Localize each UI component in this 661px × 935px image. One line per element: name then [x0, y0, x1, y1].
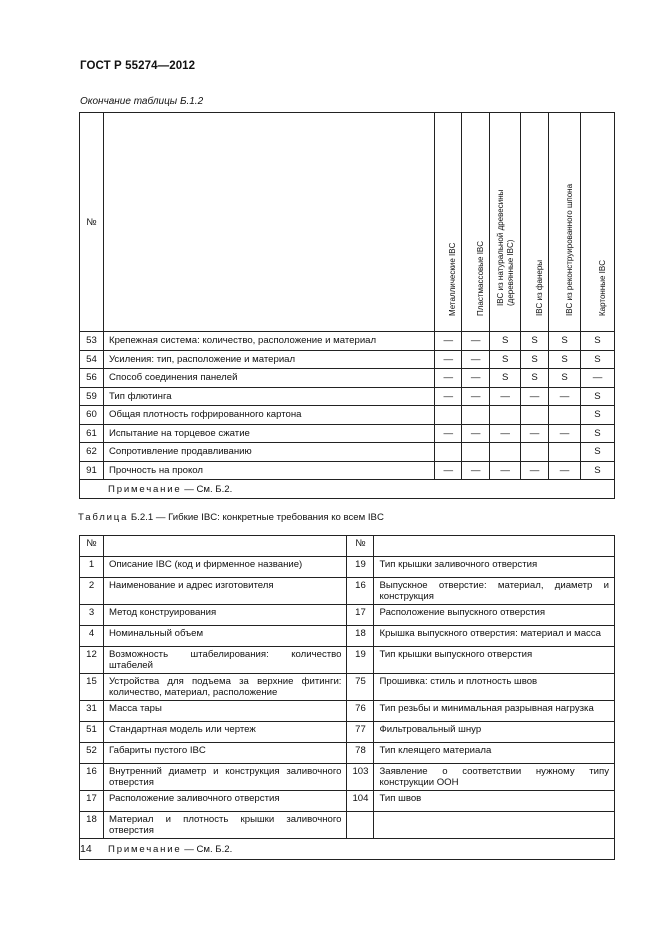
- table1-note-row: [80, 480, 615, 499]
- table-row: [80, 332, 615, 351]
- right-row-description: Фильтровальный шнур: [374, 722, 615, 743]
- num-column-header-left: №: [80, 536, 104, 557]
- row-number: 53: [80, 332, 104, 351]
- right-row-number: [347, 812, 374, 839]
- row-number: 91: [80, 461, 104, 480]
- right-row-description: Крышка выпускного отверстия: материал и масса: [374, 626, 615, 647]
- row-value: —: [462, 461, 490, 480]
- table2-caption: [78, 512, 384, 523]
- table-row: [80, 701, 615, 722]
- row-value: —: [435, 350, 462, 369]
- row-value: —: [521, 461, 549, 480]
- left-row-description: Устройства для подъема за верхние фитинги: количество, материал, расположение: [103, 674, 346, 701]
- note-label: Примечание: [108, 483, 182, 495]
- table-row: [80, 369, 615, 388]
- row-value: [462, 443, 490, 462]
- right-row-number: 104: [347, 791, 374, 812]
- row-value: [490, 406, 521, 425]
- right-row-number: 19: [347, 557, 374, 578]
- right-row-number: 103: [347, 764, 374, 791]
- table-row: [80, 743, 615, 764]
- table2-note-row: [80, 839, 615, 860]
- row-value: S: [490, 350, 521, 369]
- row-value: S: [581, 443, 615, 462]
- row-value: —: [490, 424, 521, 443]
- row-description: Способ соединения панелей: [103, 369, 434, 388]
- right-row-number: 76: [347, 701, 374, 722]
- right-row-number: 16: [347, 578, 374, 605]
- row-value: —: [581, 369, 615, 388]
- right-row-description: Выпускное отверстие: материал, диаметр и конструкция: [374, 578, 615, 605]
- row-value: [521, 406, 549, 425]
- note-label: Примечание: [108, 843, 182, 855]
- row-value: —: [462, 369, 490, 388]
- row-description: Крепежная система: количество, расположение и материал: [103, 332, 434, 351]
- row-value: [549, 443, 581, 462]
- left-row-description: Возможность штабелирования: количество штабелей: [103, 647, 346, 674]
- row-number: 60: [80, 406, 104, 425]
- row-value: S: [581, 387, 615, 406]
- column-header-label: IBC из реконструированного шпона: [564, 183, 574, 316]
- row-value: S: [490, 332, 521, 351]
- row-description: Усиления: тип, расположение и материал: [103, 350, 434, 369]
- column-header-label: Пластмассовые IBC: [475, 240, 485, 316]
- table-2: [79, 535, 615, 860]
- left-row-description: Номинальный объем: [103, 626, 346, 647]
- row-value: —: [435, 332, 462, 351]
- left-row-description: Стандартная модель или чертеж: [103, 722, 346, 743]
- left-row-number: 17: [80, 791, 104, 812]
- row-value: S: [581, 424, 615, 443]
- row-value: S: [581, 350, 615, 369]
- column-header-label: Металлические IBC: [448, 242, 458, 316]
- table1-note: [80, 480, 615, 499]
- description-column-header-left: [103, 536, 346, 557]
- column-header: [435, 113, 462, 332]
- row-number: 54: [80, 350, 104, 369]
- left-row-number: 2: [80, 578, 104, 605]
- right-row-number: 19: [347, 647, 374, 674]
- row-value: —: [435, 461, 462, 480]
- row-number: 56: [80, 369, 104, 388]
- left-row-description: Габариты пустого IBC: [103, 743, 346, 764]
- row-value: S: [521, 332, 549, 351]
- column-header: [549, 113, 581, 332]
- row-description: Тип флютинга: [103, 387, 434, 406]
- table-row: [80, 578, 615, 605]
- row-value: —: [462, 332, 490, 351]
- num-column-header: №: [80, 113, 104, 332]
- row-description: Испытание на торцевое сжатие: [103, 424, 434, 443]
- row-value: —: [549, 424, 581, 443]
- left-row-description: Масса тары: [103, 701, 346, 722]
- document-header: ГОСТ Р 55274—2012: [80, 60, 196, 72]
- row-value: S: [490, 369, 521, 388]
- table1-header-row: [80, 113, 615, 332]
- table-row: [80, 647, 615, 674]
- row-value: [549, 406, 581, 425]
- left-row-number: 4: [80, 626, 104, 647]
- row-value: —: [549, 461, 581, 480]
- column-header-label: IBC из натуральной древесины (деревянные IBC): [496, 189, 515, 306]
- left-row-number: 1: [80, 557, 104, 578]
- table-row: [80, 443, 615, 462]
- note-text: — См. Б.2.: [181, 843, 233, 855]
- row-value: S: [581, 406, 615, 425]
- row-value: S: [521, 369, 549, 388]
- row-value: —: [521, 387, 549, 406]
- column-header: [581, 113, 615, 332]
- left-row-number: 3: [80, 605, 104, 626]
- column-header: [521, 113, 549, 332]
- row-value: —: [462, 350, 490, 369]
- row-number: 61: [80, 424, 104, 443]
- row-value: —: [490, 387, 521, 406]
- left-row-number: 12: [80, 647, 104, 674]
- right-row-description: Заявление о соответствии нужному типу конструкции ООН: [374, 764, 615, 791]
- table-row: [80, 350, 615, 369]
- row-number: 59: [80, 387, 104, 406]
- row-value: [490, 443, 521, 462]
- right-row-number: 77: [347, 722, 374, 743]
- right-row-description: Тип швов: [374, 791, 615, 812]
- row-value: —: [435, 387, 462, 406]
- left-row-description: Материал и плотность крышки заливочного отверстия: [103, 812, 346, 839]
- left-row-number: 51: [80, 722, 104, 743]
- row-number: 62: [80, 443, 104, 462]
- table-row: [80, 674, 615, 701]
- right-row-description: Тип резьбы и минимальная разрывная нагрузка: [374, 701, 615, 722]
- column-header-label: IBC из фанеры: [534, 259, 544, 316]
- column-header: [490, 113, 521, 332]
- left-row-description: Метод конструирования: [103, 605, 346, 626]
- right-row-number: 18: [347, 626, 374, 647]
- left-row-number: 15: [80, 674, 104, 701]
- row-value: S: [521, 350, 549, 369]
- left-row-number: 18: [80, 812, 104, 839]
- column-header-label: Картонные IBC: [597, 259, 607, 316]
- left-row-description: Наименование и адрес изготовителя: [103, 578, 346, 605]
- note-text: — См. Б.2.: [181, 483, 233, 495]
- right-row-number: 78: [347, 743, 374, 764]
- right-row-number: 75: [347, 674, 374, 701]
- row-value: —: [549, 387, 581, 406]
- description-column-header-right: [374, 536, 615, 557]
- left-row-description: Внутренний диаметр и конструкция заливочного отверстия: [103, 764, 346, 791]
- row-value: [435, 406, 462, 425]
- table-row: [80, 722, 615, 743]
- left-row-number: 31: [80, 701, 104, 722]
- right-row-description: Расположение выпускного отверстия: [374, 605, 615, 626]
- num-column-header-right: №: [347, 536, 374, 557]
- row-description: Прочность на прокол: [103, 461, 434, 480]
- table2-note: [80, 839, 615, 860]
- caption-label: Таблица: [78, 512, 129, 523]
- row-value: —: [490, 461, 521, 480]
- right-row-description: Тип клеящего материала: [374, 743, 615, 764]
- table-row: [80, 557, 615, 578]
- table-row: [80, 387, 615, 406]
- left-row-description: Описание IBC (код и фирменное название): [103, 557, 346, 578]
- row-value: S: [549, 350, 581, 369]
- row-value: S: [581, 461, 615, 480]
- row-value: —: [435, 424, 462, 443]
- table-row: [80, 764, 615, 791]
- right-row-description: [374, 812, 615, 839]
- table-row: [80, 424, 615, 443]
- table-row: [80, 812, 615, 839]
- left-row-number: 16: [80, 764, 104, 791]
- table-row: [80, 461, 615, 480]
- column-header: [462, 113, 490, 332]
- right-row-number: 17: [347, 605, 374, 626]
- right-row-description: Тип крышки заливочного отверстия: [374, 557, 615, 578]
- row-value: —: [462, 424, 490, 443]
- row-value: —: [462, 387, 490, 406]
- row-value: —: [435, 369, 462, 388]
- table-row: [80, 626, 615, 647]
- row-value: —: [521, 424, 549, 443]
- caption-text: Б.2.1 — Гибкие IBC: конкретные требования ко всем IBC: [128, 512, 384, 523]
- row-description: Общая плотность гофрированного картона: [103, 406, 434, 425]
- left-row-number: 52: [80, 743, 104, 764]
- table-row: [80, 791, 615, 812]
- description-column-header: [103, 113, 434, 332]
- left-row-description: Расположение заливочного отверстия: [103, 791, 346, 812]
- page-number: 14: [80, 843, 92, 855]
- row-value: S: [549, 332, 581, 351]
- row-value: [462, 406, 490, 425]
- table-1: [79, 112, 615, 499]
- table-row: [80, 605, 615, 626]
- table1-caption: Окончание таблицы Б.1.2: [80, 96, 204, 107]
- row-value: [521, 443, 549, 462]
- row-value: S: [581, 332, 615, 351]
- right-row-description: Тип крышки выпускного отверстия: [374, 647, 615, 674]
- row-value: S: [549, 369, 581, 388]
- table2-header-row: [80, 536, 615, 557]
- row-value: [435, 443, 462, 462]
- row-description: Сопротивление продавливанию: [103, 443, 434, 462]
- table-row: [80, 406, 615, 425]
- right-row-description: Прошивка: стиль и плотность швов: [374, 674, 615, 701]
